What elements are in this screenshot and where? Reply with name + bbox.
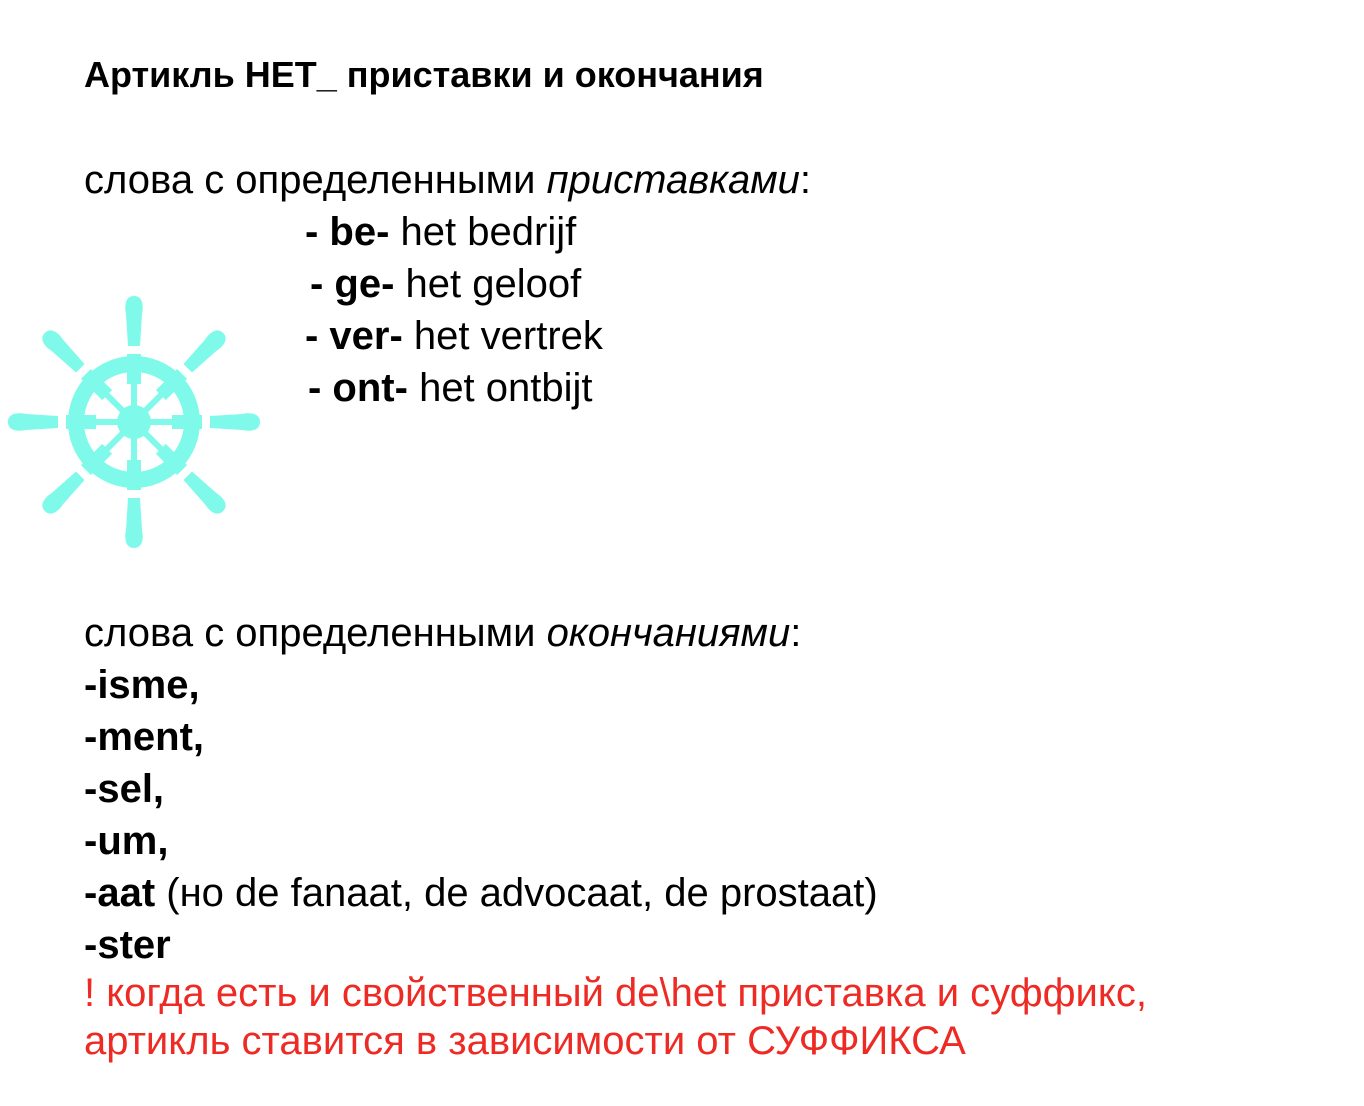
prefixes-intro: [84, 154, 811, 206]
prefixes-intro-emphasis: приставками: [546, 158, 800, 202]
suffix-label: -ment,: [84, 715, 204, 759]
suffix-item-ster: [84, 919, 171, 971]
suffix-label: -ster: [84, 923, 171, 967]
suffix-item-sel: [84, 763, 164, 815]
prefix-example: het bedrijf: [389, 210, 577, 254]
prefix-label: - ge-: [310, 262, 395, 306]
suffix-label: -um,: [84, 819, 169, 863]
prefix-example: het ontbijt: [407, 366, 593, 410]
suffix-note: (но de fanaat, de advocaat, de prostaat): [155, 871, 878, 915]
prefix-label: - ver-: [305, 314, 403, 358]
ship-wheel-icon: [6, 294, 262, 550]
warning-line-2: артикль ставится в зависимости от СУФФИКСА: [84, 1019, 966, 1063]
suffixes-intro-emphasis: окончаниями: [546, 611, 791, 655]
prefix-item-ge: [310, 258, 581, 310]
suffixes-intro-colon: :: [790, 611, 802, 655]
suffix-label: -isme,: [84, 663, 200, 707]
prefix-label: - ont-: [308, 366, 408, 410]
suffix-item-um: [84, 815, 168, 867]
suffix-label: -sel,: [84, 767, 165, 811]
suffix-item-ment: [84, 711, 204, 763]
suffixes-intro-text: слова с определенными: [84, 611, 547, 655]
prefixes-intro-text: слова с определенными: [84, 158, 547, 202]
prefix-example: het geloof: [394, 262, 582, 306]
suffixes-intro: [84, 607, 801, 659]
suffix-item-isme: [84, 659, 200, 711]
suffix-item-aat: [84, 867, 878, 919]
prefix-label: - be-: [305, 210, 390, 254]
prefix-example: het vertrek: [402, 314, 603, 358]
suffix-label: -aat: [84, 871, 156, 915]
prefix-item-ver: [305, 310, 603, 362]
page-title: Артикль HET_ приставки и окончания: [84, 54, 764, 95]
warning-line-1: ! когда есть и свойственный de\het приставка и суффикс,: [84, 971, 1147, 1015]
prefix-item-ont: [308, 362, 593, 414]
prefix-item-be: [305, 206, 576, 258]
prefixes-intro-colon: :: [799, 158, 811, 202]
